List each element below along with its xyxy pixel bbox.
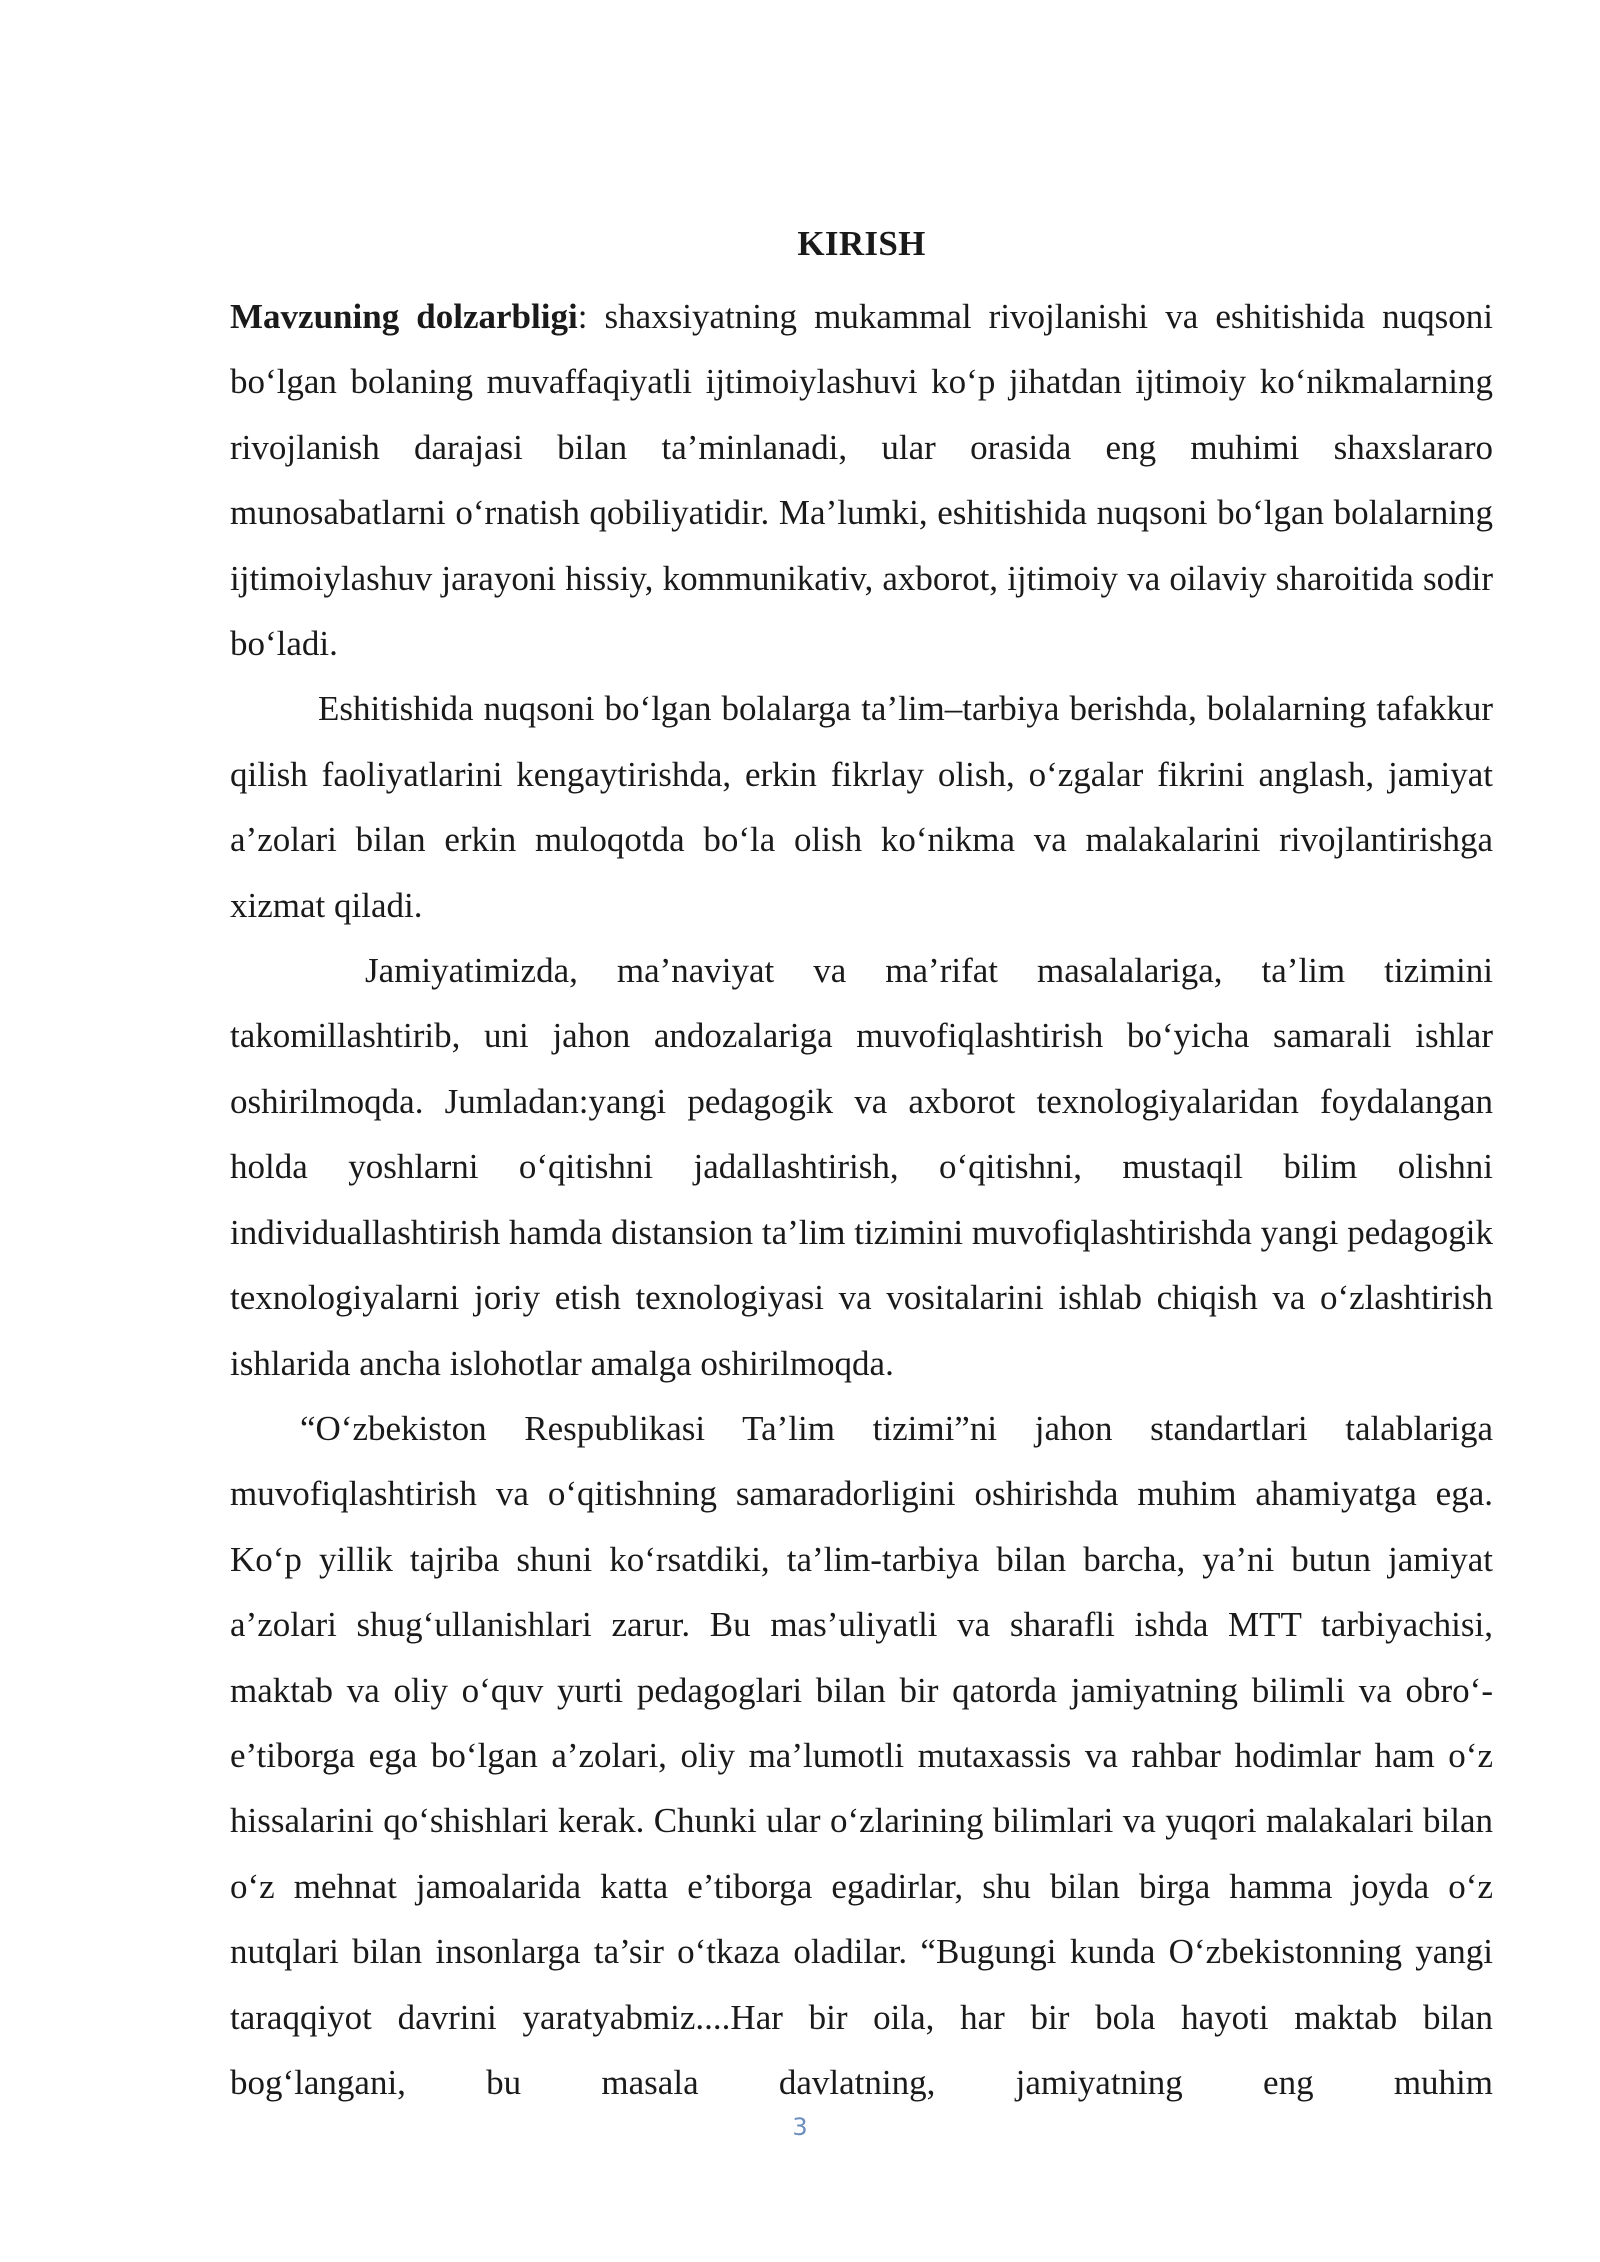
relevance-colon: :: [577, 297, 588, 336]
page-body: [230, 218, 1493, 2115]
page-number: 3: [792, 2113, 808, 2141]
paragraph-standards: “O‘zbekiston Respublikasi Ta’lim tizimi”ni jahon standartlari talablariga muvofiqlashtirish va o‘qitishning samaradorligini oshirishda muhim ahamiyatga ega. Ko‘p yillik tajriba shuni ko‘rsatdiki, ta’lim-tarbiya bilan barcha, ya’ni butun jamiyat a’zolari shug‘ullanishlari zarur. Bu mas’uliyatli va sharafli ishda MTT tarbiyachisi, maktab va oliy o‘quv yurti pedagoglari bilan bir qatorda jamiyatning bilimli va obro‘-e’tiborga ega bo‘lgan a’zolari, oliy ma’lumotli mutaxassis va rahbar hodimlar ham o‘z hissalarini qo‘shishlari kerak. Chunki ular o‘zlarining bilimlari va yuqori malakalari bilan o‘z mehnat jamoalarida katta e’tiborga egadirlar, shu bilan birga hamma joyda o‘z nutqlari bilan insonlarga ta’sir o‘tkaza oladilar. “Bugungi kunda O‘zbekistonning yangi taraqqiyot davrini yaratyabmiz....Har bir oila, har bir bola hayoti maktab bilan bog‘langani, bu masala davlatning, jamiyatning eng muhim: [230, 1408, 1493, 2102]
paragraph-relevance: [230, 284, 1493, 676]
page-title: KIRISH: [797, 224, 926, 263]
relevance-heading: Mavzuning dolzarbligi: [230, 297, 578, 336]
paragraph-education: Eshitishida nuqsoni bo‘lgan bolalarga ta’lim–tarbiya berishda, bolalarning tafakkur qilish faoliyatlarini kengaytirishda, erkin fikrlay olish, o‘zgalar fikrini anglash, jamiyat a’zolari bilan erkin muloqotda bo‘la olish ko‘nikma va malakalarini rivojlantirishga xizmat qiladi.: [230, 689, 1493, 925]
paragraph-society: Jamiyatimizda, ma’naviyat va ma’rifat masalalariga, ta’lim tizimini takomillashtirib, uni jahon andozalariga muvofiqlashtirish bo‘yicha samarali ishlar oshirilmoqda. Jumladan:yangi pedagogik va axborot texnologiyalaridan foydalangan holda yoshlarni o‘qitishni jadallashtirish, o‘qitishni, mustaqil bilim olishni individuallashtirish hamda distansion ta’lim tizimini muvofiqlashtirishda yangi pedagogik texnologiyalarni joriy etish texnologiyasi va vositalarini ishlab chiqish va o‘zlashtirish ishlarida ancha islohotlar amalga oshirilmoqda.: [230, 951, 1493, 1383]
relevance-text: shaxsiyatning mukammal rivojlanishi va eshitishida nuqsoni bo‘lgan bolaning muvaffaqiyatli ijtimoiylashuvi ko‘p jihatdan ijtimoiy ko‘nikmalarning rivojlanish darajasi bilan ta’minlanadi, ular orasida eng muhimi shaxslararo munosabatlarni o‘rnatish qobiliyatidir. Ma’lumki, eshitishida nuqsoni bo‘lgan bolalarning ijtimoiylashuv jarayoni hissiy, kommunikativ, axborot, ijtimoiy va oilaviy sharoitida sodir bo‘ladi.: [230, 297, 1493, 664]
